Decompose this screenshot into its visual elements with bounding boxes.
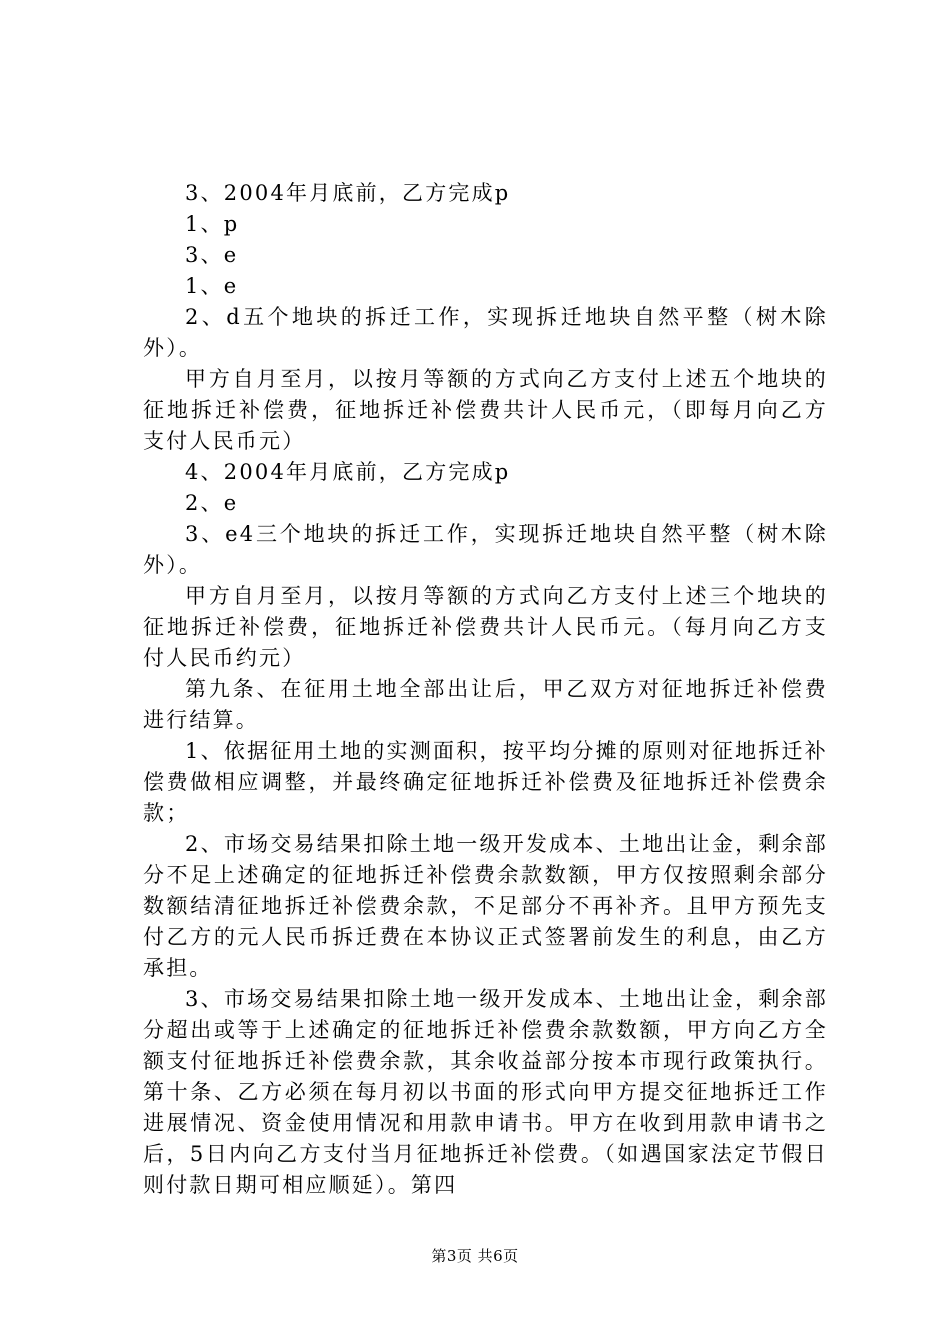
paragraph: 1、p <box>185 212 240 236</box>
paragraph: 1、e <box>185 274 239 298</box>
paragraph: 甲方自月至月，以按月等额的方式向乙方支付上述五个地块的征地拆迁补偿费，征地拆迁补偿费共计人民币元，（即每月向乙方支付人民币元） <box>143 367 828 453</box>
paragraph: 3、e4三个地块的拆迁工作，实现拆迁地块自然平整（树木除外）。 <box>143 522 828 577</box>
paragraph: 4、2004年月底前，乙方完成p <box>185 460 511 484</box>
paragraph: 2、d五个地块的拆迁工作，实现拆迁地块自然平整（树木除外）。 <box>143 305 828 360</box>
paragraph: 1、依据征用土地的实测面积，按平均分摊的原则对征地拆迁补偿费做相应调整，并最终确定征地拆迁补偿费及征地拆迁补偿费余款； <box>143 739 828 825</box>
paragraph: 甲方自月至月，以按月等额的方式向乙方支付上述三个地块的征地拆迁补偿费，征地拆迁补偿费共计人民币元。（每月向乙方支付人民币约元） <box>143 584 828 670</box>
document-body <box>143 178 828 1201</box>
paragraph: 2、e <box>185 491 239 515</box>
paragraph: 第九条、在征用土地全部出让后，甲乙双方对征地拆迁补偿费进行结算。 <box>143 677 828 732</box>
paragraph: 2、市场交易结果扣除土地一级开发成本、土地出让金，剩余部分不足上述确定的征地拆迁补偿费余款数额，甲方仅按照剩余部分数额结清征地拆迁补偿费余款，不足部分不再补齐。且甲方预先支付乙方的元人民币拆迁费在本协议正式签署前发生的利息，由乙方承担。 <box>143 832 828 980</box>
paragraph: 3、市场交易结果扣除土地一级开发成本、土地出让金，剩余部分超出或等于上述确定的征地拆迁补偿费余款数额，甲方向乙方全额支付征地拆迁补偿费余款，其余收益部分按本市现行政策执行。第十条、乙方必须在每月初以书面的形式向甲方提交征地拆迁工作进展情况、资金使用情况和用款申请书。甲方在收到用款申请书之后，5日内向乙方支付当月征地拆迁补偿费。（如遇国家法定节假日则付款日期可相应顺延）。第四 <box>143 987 828 1197</box>
paragraph: 3、2004年月底前，乙方完成p <box>185 181 511 205</box>
paragraph: 3、e <box>185 243 239 267</box>
page-number-footer: 第3页 共6页 <box>431 1247 519 1265</box>
